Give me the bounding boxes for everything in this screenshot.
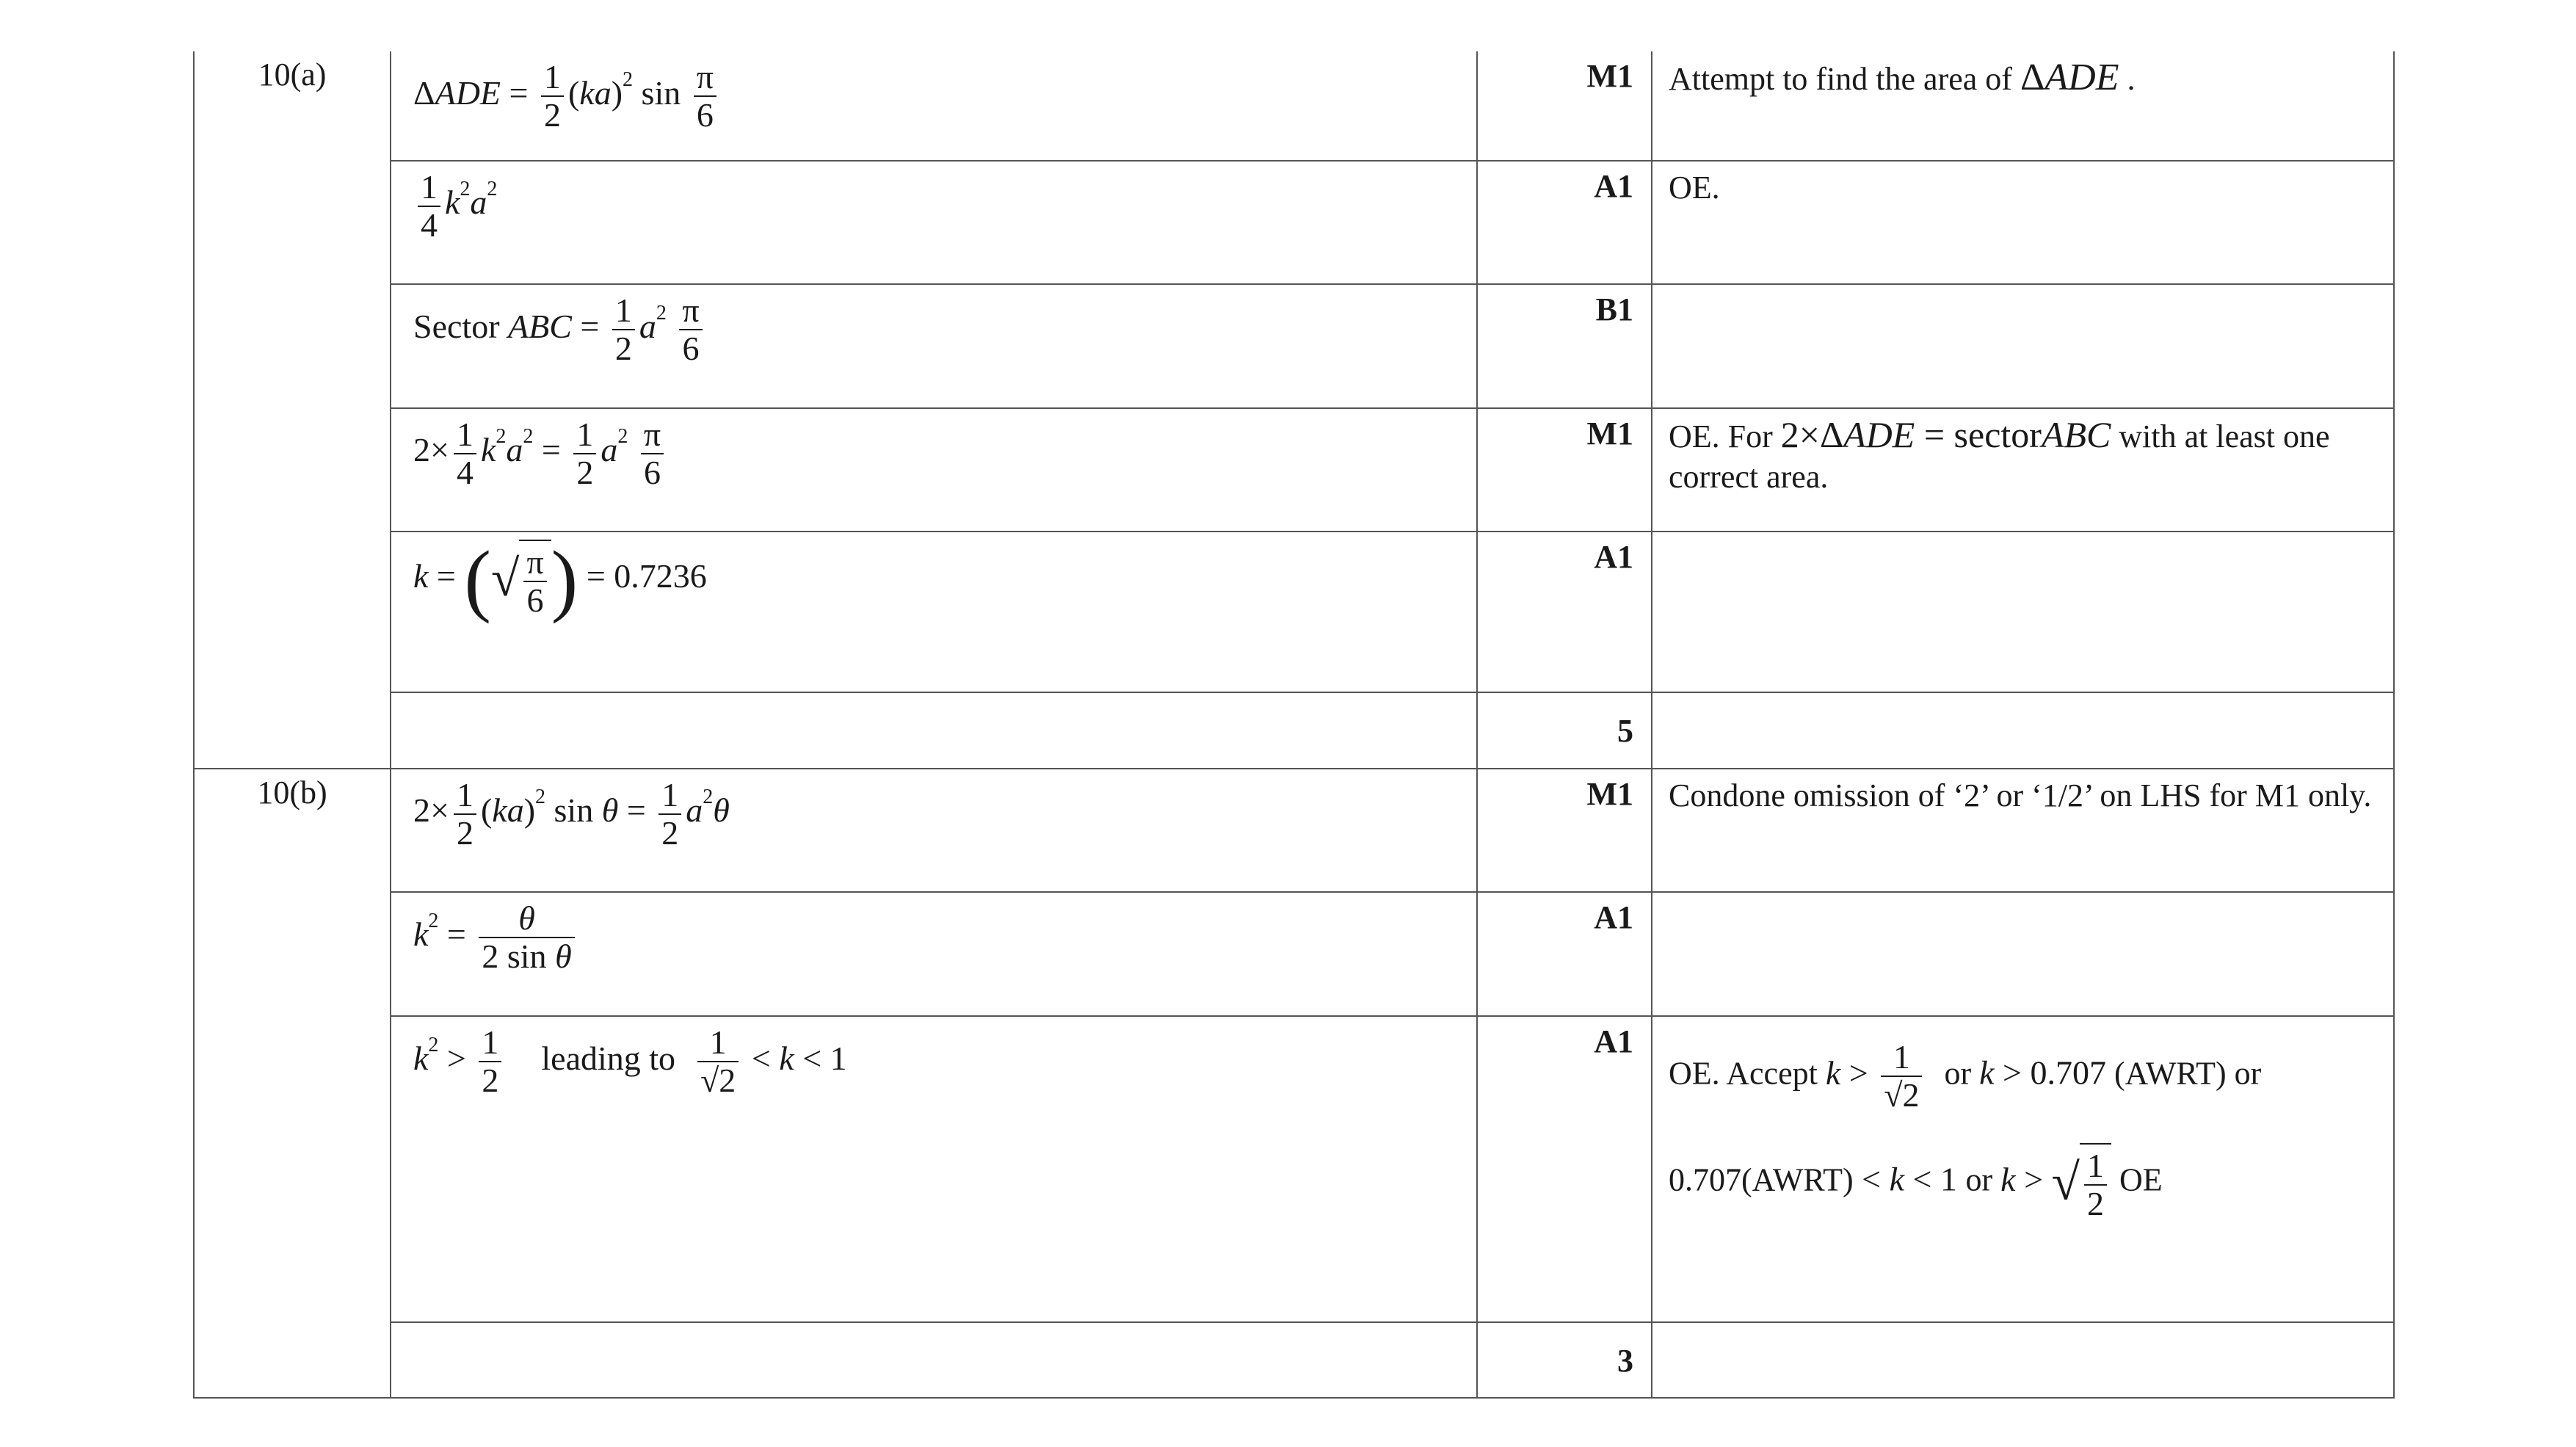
table-row: [194, 769, 2394, 893]
guidance-note: [1652, 1322, 2394, 1398]
mark-code: M1: [1477, 769, 1652, 893]
math-expression: $k^2$ = $\frac{\theta}{\text{2 sin θ}}$: [413, 915, 579, 953]
guidance-note: Attempt to find the area of ΔADE .: [1652, 51, 2394, 161]
mark-code: A1: [1477, 1016, 1652, 1322]
mark-code: M1: [1477, 51, 1652, 161]
mark-code: B1: [1477, 284, 1652, 408]
guidance-note: [1652, 692, 2394, 768]
table-row: [194, 1016, 2394, 1322]
table-row: [194, 284, 2394, 408]
mark-scheme-table: [193, 51, 2395, 1399]
guidance-note: OE. For 2×ΔADE = sectorABC with at least one correct area.: [1652, 408, 2394, 532]
total-marks: 5: [1477, 692, 1652, 768]
working-cell: [391, 892, 1477, 1016]
guidance-text: Attempt to find the area of: [1669, 61, 2020, 97]
math-expression: k = (√ $\frac{\pi}{6}$ ) = 0.7236: [413, 534, 707, 624]
table-row-total: [194, 692, 2394, 768]
guidance-note: [1652, 284, 2394, 408]
working-cell: [391, 1016, 1477, 1322]
working-cell: [391, 161, 1477, 285]
question-id-10b: 10(b): [194, 769, 391, 1398]
math-expression: 2× $\frac{1}{2}$ (ka)$^2$ sin θ = $\frac{1}{2}$ $a^2\theta$: [413, 775, 730, 852]
working-cell: [391, 769, 1477, 893]
table-row: [194, 408, 2394, 532]
mark-code: A1: [1477, 532, 1652, 692]
guidance-note: OE. Accept k > $\frac{1}{√2}$ or k > 0.707 (AWRT) or 0.707(AWRT) < k < 1 or k > √ $\frac{1}{2}$ OE: [1652, 1016, 2394, 1322]
math-expression: $\frac{1}{4}$ $k^2a^2$: [413, 184, 497, 221]
math-expression: $k^2$ > $\frac{1}{2}$ leading to $\frac{1}{√2}$ < k < 1: [413, 1023, 847, 1099]
math-expression: 2× $\frac{1}{4}$ $k^2a^2$ = $\frac{1}{2}$ $a^2$ $\frac{\pi}{6}$: [413, 431, 668, 468]
total-marks: 3: [1477, 1322, 1652, 1398]
working-cell: [391, 284, 1477, 408]
working-cell: [391, 692, 1477, 768]
working-cell: [391, 408, 1477, 532]
mark-code: A1: [1477, 161, 1652, 285]
table-row: [194, 892, 2394, 1016]
table-row: [194, 51, 2394, 161]
working-cell: [391, 51, 1477, 161]
math-expression: ΔADE = $\frac{1}{2}$ (ka)$^2$ sin $\frac{\pi}{6}$: [413, 74, 721, 112]
table-row: [194, 161, 2394, 285]
table-row-total: [194, 1322, 2394, 1398]
table-row: [194, 532, 2394, 692]
guidance-note: [1652, 892, 2394, 1016]
mark-code: M1: [1477, 408, 1652, 532]
math-expression: Sector ABC = $\frac{1}{2}$ $a^2$ $\frac{\pi}{6}$: [413, 308, 707, 345]
mark-code: A1: [1477, 892, 1652, 1016]
working-cell: [391, 1322, 1477, 1398]
working-cell: [391, 532, 1477, 692]
guidance-note: Condone omission of ‘2’ or ‘1/2’ on LHS for M1 only.: [1652, 769, 2394, 893]
guidance-note: OE.: [1652, 161, 2394, 285]
guidance-note: [1652, 532, 2394, 692]
question-id-10a: 10(a): [194, 51, 391, 769]
